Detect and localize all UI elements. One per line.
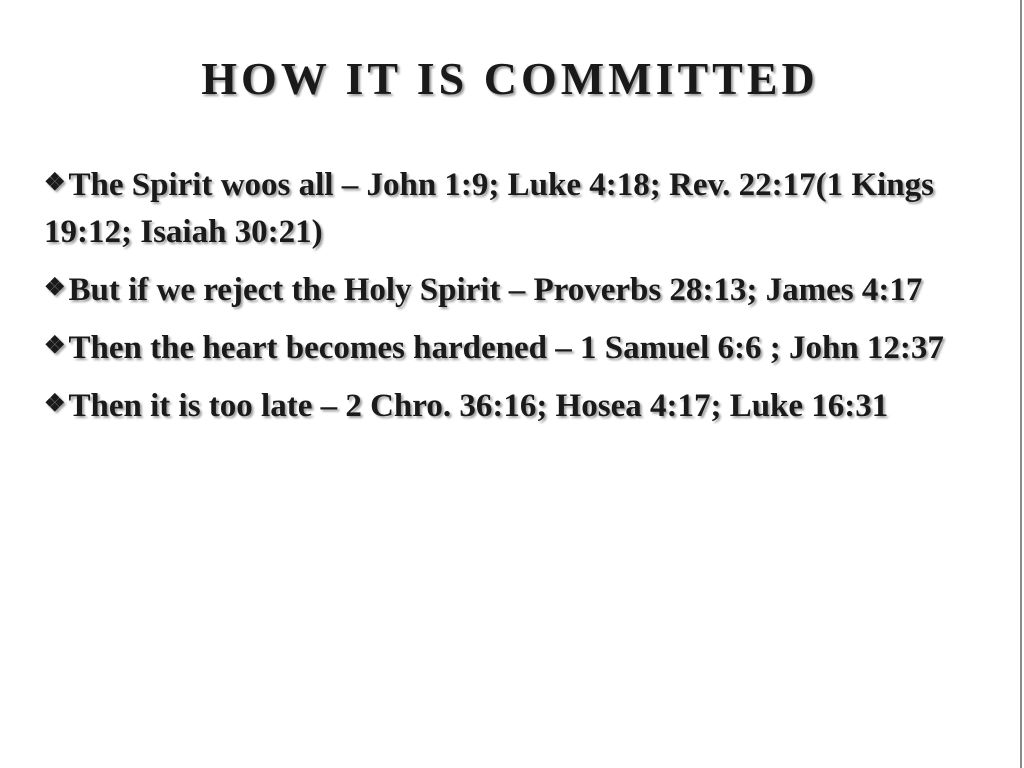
- bullet-item: [44, 265, 974, 314]
- bullet-text: The Spirit woos all – John 1:9; Luke 4:18; Rev. 22:17(1 Kings 19:12; Isaiah 30:21): [44, 167, 934, 250]
- four-diamond-bullet-icon: ❖: [44, 333, 66, 359]
- bullet-list: [44, 160, 974, 439]
- four-diamond-bullet-icon: ❖: [44, 170, 66, 196]
- slide-title: HOW IT IS COMMITTED: [201, 53, 819, 104]
- bullet-text: Then the heart becomes hardened – 1 Samuel 6:6 ; John 12:37: [68, 330, 944, 366]
- bullet-text: Then it is too late – 2 Chro. 36:16; Hosea 4:17; Luke 16:31: [68, 388, 889, 424]
- four-diamond-bullet-icon: ❖: [44, 275, 66, 301]
- bullet-text: But if we reject the Holy Spirit – Proverbs 28:13; James 4:17: [68, 272, 923, 308]
- bullet-item: [44, 323, 974, 372]
- bullet-item: [44, 160, 974, 256]
- four-diamond-bullet-icon: ❖: [44, 391, 66, 417]
- bullet-item: [44, 381, 974, 430]
